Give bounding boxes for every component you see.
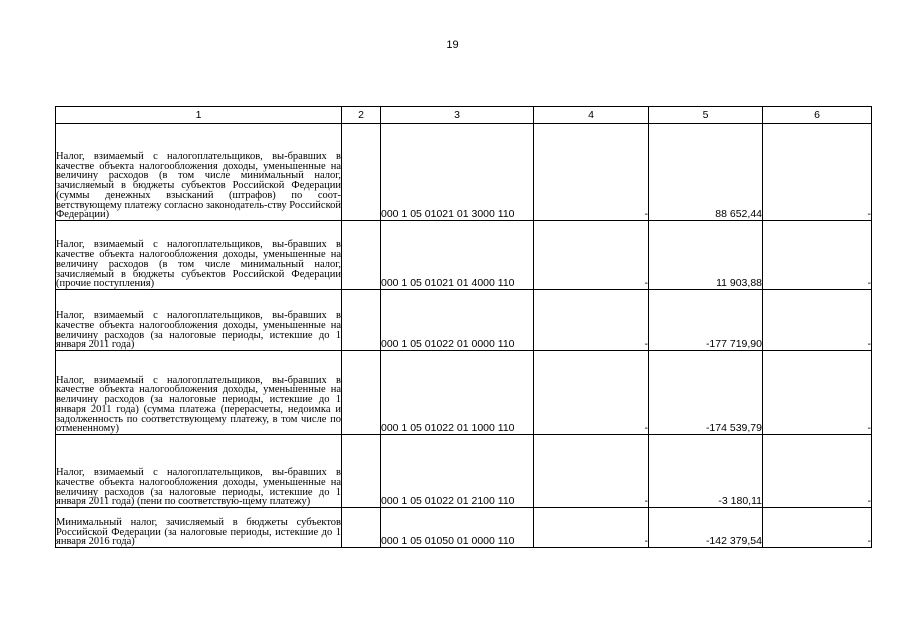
table-row [56,435,872,508]
row-col2 [342,290,381,351]
page-number: 19 [446,39,459,51]
column-header-4: 4 [534,107,649,124]
row-name: Налог, взимаемый с налогоплательщиков, вы-бравших в качестве объекта налогообложения доходы, уменьшенные на величину расходов (за налоговые периоды, истекшие до 1 января 2011 года) (пени по соответствую-щему платежу) [56,435,342,508]
row-col5: -3 180,11 [649,435,763,508]
row-col2 [342,351,381,435]
table-row [56,508,872,548]
table-row [56,124,872,221]
table-row [56,221,872,290]
row-code: 000 1 05 01050 01 0000 110 [381,508,534,548]
row-col4: - [534,221,649,290]
row-col4: - [534,508,649,548]
row-col2 [342,435,381,508]
row-code: 000 1 05 01021 01 4000 110 [381,221,534,290]
row-name: Налог, взимаемый с налогоплательщиков, вы-бравших в качестве объекта налогообложения доходы, уменьшенные на величину расходов (в том числе минимальный налог, зачисляемый в бюджеты субъектов Российской Федерации (суммы денежных взысканий (штрафов) по соот-ветствующему платежу согласно законодатель-ству Российской Федерации) [56,124,342,221]
row-col2 [342,221,381,290]
budget-table [55,106,872,548]
column-header-3: 3 [381,107,534,124]
row-code: 000 1 05 01022 01 2100 110 [381,435,534,508]
row-col6: - [763,508,872,548]
row-col2 [342,508,381,548]
row-col4: - [534,290,649,351]
column-header-2: 2 [342,107,381,124]
row-col5: 11 903,88 [649,221,763,290]
row-col5: -142 379,54 [649,508,763,548]
column-header-1: 1 [56,107,342,124]
row-name: Налог, взимаемый с налогоплательщиков, вы-бравших в качестве объекта налогообложения доходы, уменьшенные на величину расходов (за налоговые периоды, истекшие до 1 января 2011 года) [56,290,342,351]
row-col6: - [763,290,872,351]
row-col4: - [534,351,649,435]
row-col5: -174 539,79 [649,351,763,435]
row-col4: - [534,124,649,221]
row-col5: -177 719,90 [649,290,763,351]
row-name: Минимальный налог, зачисляемый в бюджеты субъектов Российской Федерации (за налоговые периоды, истекшие до 1 января 2016 года) [56,508,342,548]
table-row [56,290,872,351]
row-col2 [342,124,381,221]
row-col5: 88 652,44 [649,124,763,221]
row-name: Налог, взимаемый с налогоплательщиков, вы-бравших в качестве объекта налогообложения доходы, уменьшенные на величину расходов (за налоговые периоды, истекшие до 1 января 2011 года) (сумма платежа (перерасчеты, недоимка и задолженность по соответствующему платежу, в том числе по отмененному) [56,351,342,435]
row-code: 000 1 05 01022 01 1000 110 [381,351,534,435]
row-code: 000 1 05 01022 01 0000 110 [381,290,534,351]
row-col6: - [763,124,872,221]
table-row [56,351,872,435]
column-header-5: 5 [649,107,763,124]
column-header-6: 6 [763,107,872,124]
row-col6: - [763,351,872,435]
row-col6: - [763,435,872,508]
row-code: 000 1 05 01021 01 3000 110 [381,124,534,221]
row-col4: - [534,435,649,508]
row-name: Налог, взимаемый с налогоплательщиков, вы-бравших в качестве объекта налогообложения доходы, уменьшенные на величину расходов (в том числе минимальный налог, зачисляемый в бюджеты субъектов Российской Федерации (прочие поступления) [56,221,342,290]
row-col6: - [763,221,872,290]
header-row [56,107,872,124]
